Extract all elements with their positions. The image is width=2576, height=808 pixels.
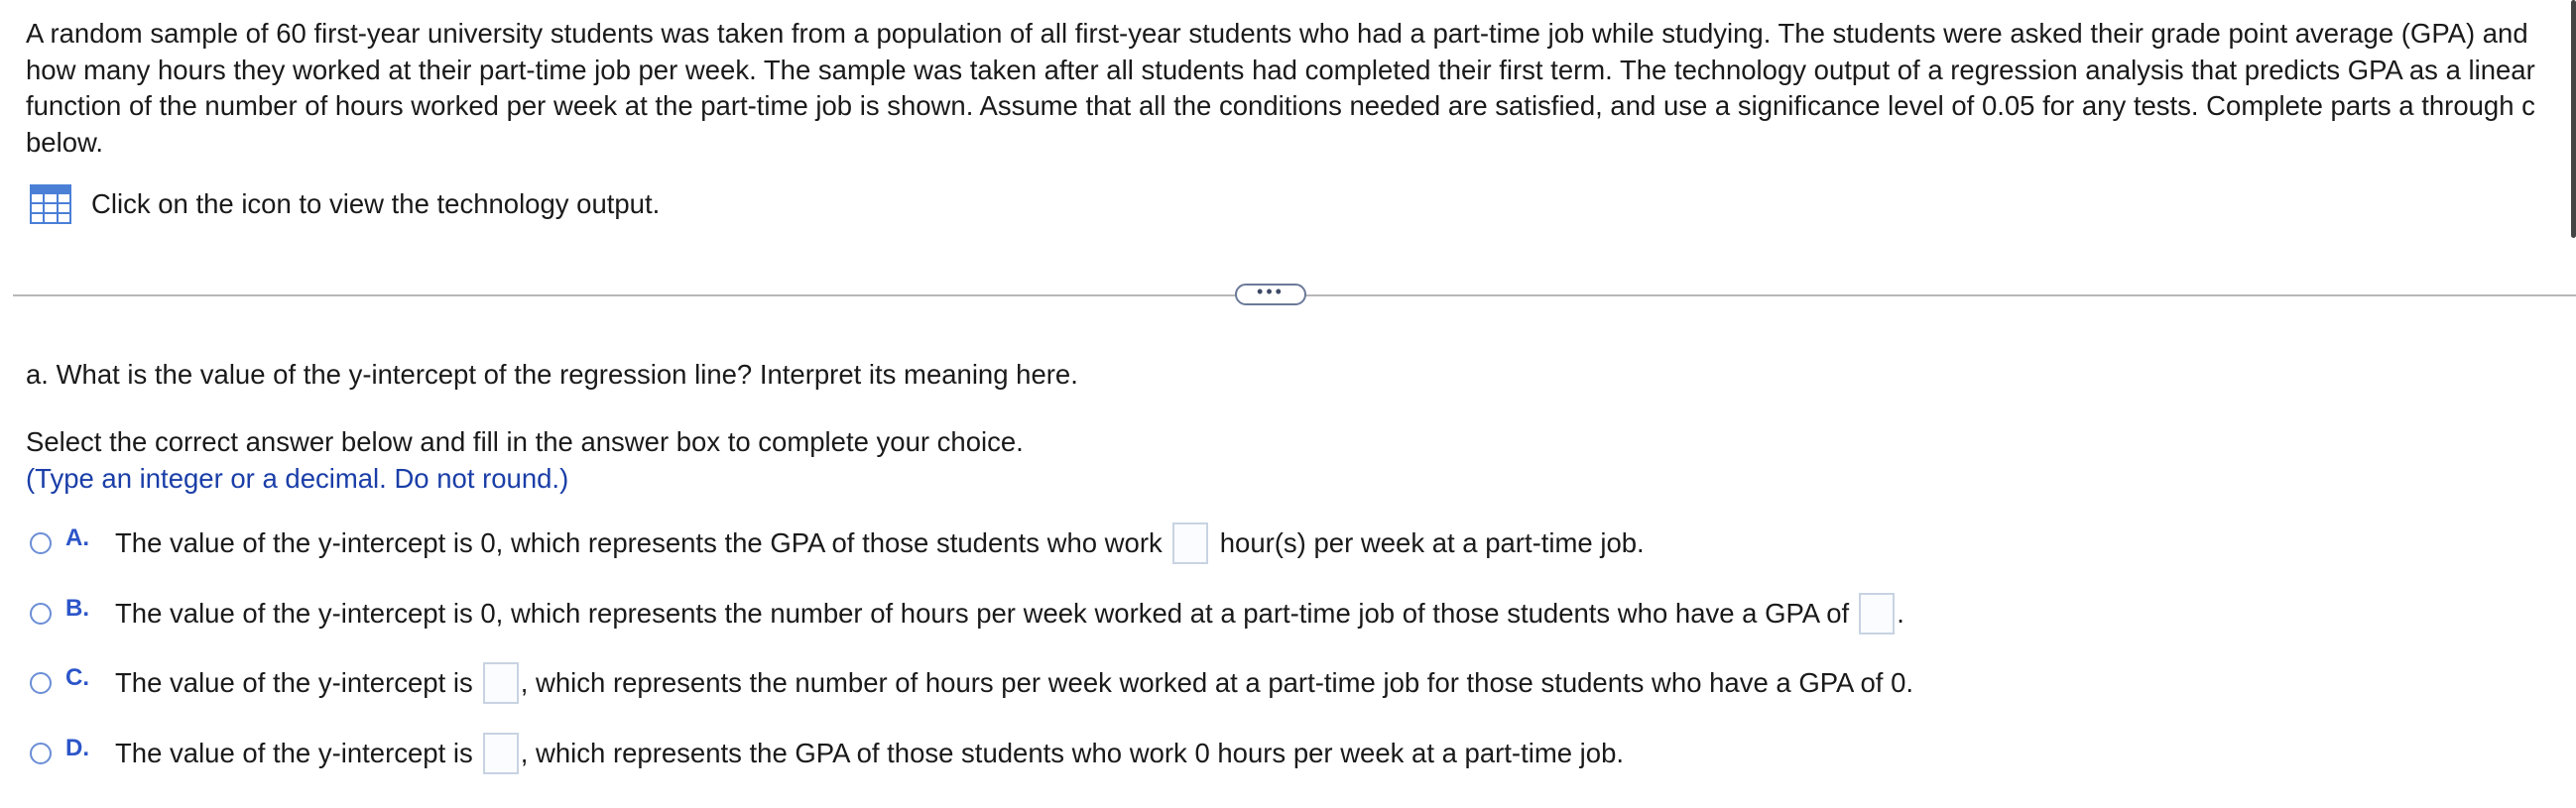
option-d[interactable]	[30, 731, 1624, 776]
option-c-text-after: , which represents the number of hours per week worked at a part-time job for those students who have a GPA of 0.	[520, 667, 1914, 698]
option-c-text-before: The value of the y-intercept is	[115, 667, 473, 698]
option-b-answer-box[interactable]	[1859, 593, 1895, 635]
instruction-text: Select the correct answer below and fill in the answer box to complete your choice.	[26, 426, 1024, 457]
table-grid-icon[interactable]	[30, 184, 71, 224]
option-c[interactable]	[30, 660, 1913, 706]
option-b-text-after: .	[1897, 598, 1904, 629]
part-a-instructions	[26, 424, 1024, 497]
part-a-question: a. What is the value of the y-intercept of the regression line? Interpret its meaning here.	[26, 359, 1078, 390]
option-c-letter: C.	[65, 664, 89, 691]
option-a-radio[interactable]	[30, 532, 52, 554]
option-a-text-before: The value of the y-intercept is 0, which represents the GPA of those students who work	[115, 527, 1163, 558]
problem-intro: A random sample of 60 first-year university students was taken from a population of all first-year students who had a part-time job while studying. The students were asked their grade point average (GPA) and how many hours they worked at their part-time job per week. The sample was taken after all students had completed their first term. The technology output of a regression analysis that predicts GPA as a linear function of the number of hours worked per week at the part-time job is shown. Assume that all the conditions needed are satisfied, and use a significance level of 0.05 for any tests. Complete parts a through c below.	[26, 18, 2535, 158]
option-a-answer-box[interactable]	[1172, 522, 1208, 564]
option-b[interactable]	[30, 591, 1904, 636]
option-b-text-before: The value of the y-intercept is 0, which represents the number of hours per week worked at a part-time job of those students who have a GPA of	[115, 598, 1850, 629]
technology-output-row	[30, 182, 660, 226]
technology-output-label: Click on the icon to view the technology output.	[91, 188, 661, 219]
option-d-radio[interactable]	[30, 743, 52, 764]
option-d-text-before: The value of the y-intercept is	[115, 738, 473, 768]
option-a-text-after: hour(s) per week at a part-time job.	[1219, 527, 1645, 558]
scrollbar-thumb[interactable]	[2571, 0, 2576, 238]
more-dots-icon: •••	[1257, 282, 1285, 301]
option-b-radio[interactable]	[30, 603, 52, 625]
hint-text: (Type an integer or a decimal. Do not round.)	[26, 462, 569, 494]
option-c-radio[interactable]	[30, 672, 52, 694]
option-d-answer-box[interactable]	[483, 733, 519, 774]
option-a[interactable]	[30, 520, 1645, 566]
option-a-letter: A.	[65, 524, 89, 551]
option-d-text-after: , which represents the GPA of those students who work 0 hours per week at a part-time job.	[520, 738, 1625, 768]
option-c-answer-box[interactable]	[483, 662, 519, 704]
option-b-letter: B.	[65, 595, 89, 622]
expand-more-button[interactable]	[1235, 284, 1306, 305]
option-d-letter: D.	[65, 735, 89, 761]
